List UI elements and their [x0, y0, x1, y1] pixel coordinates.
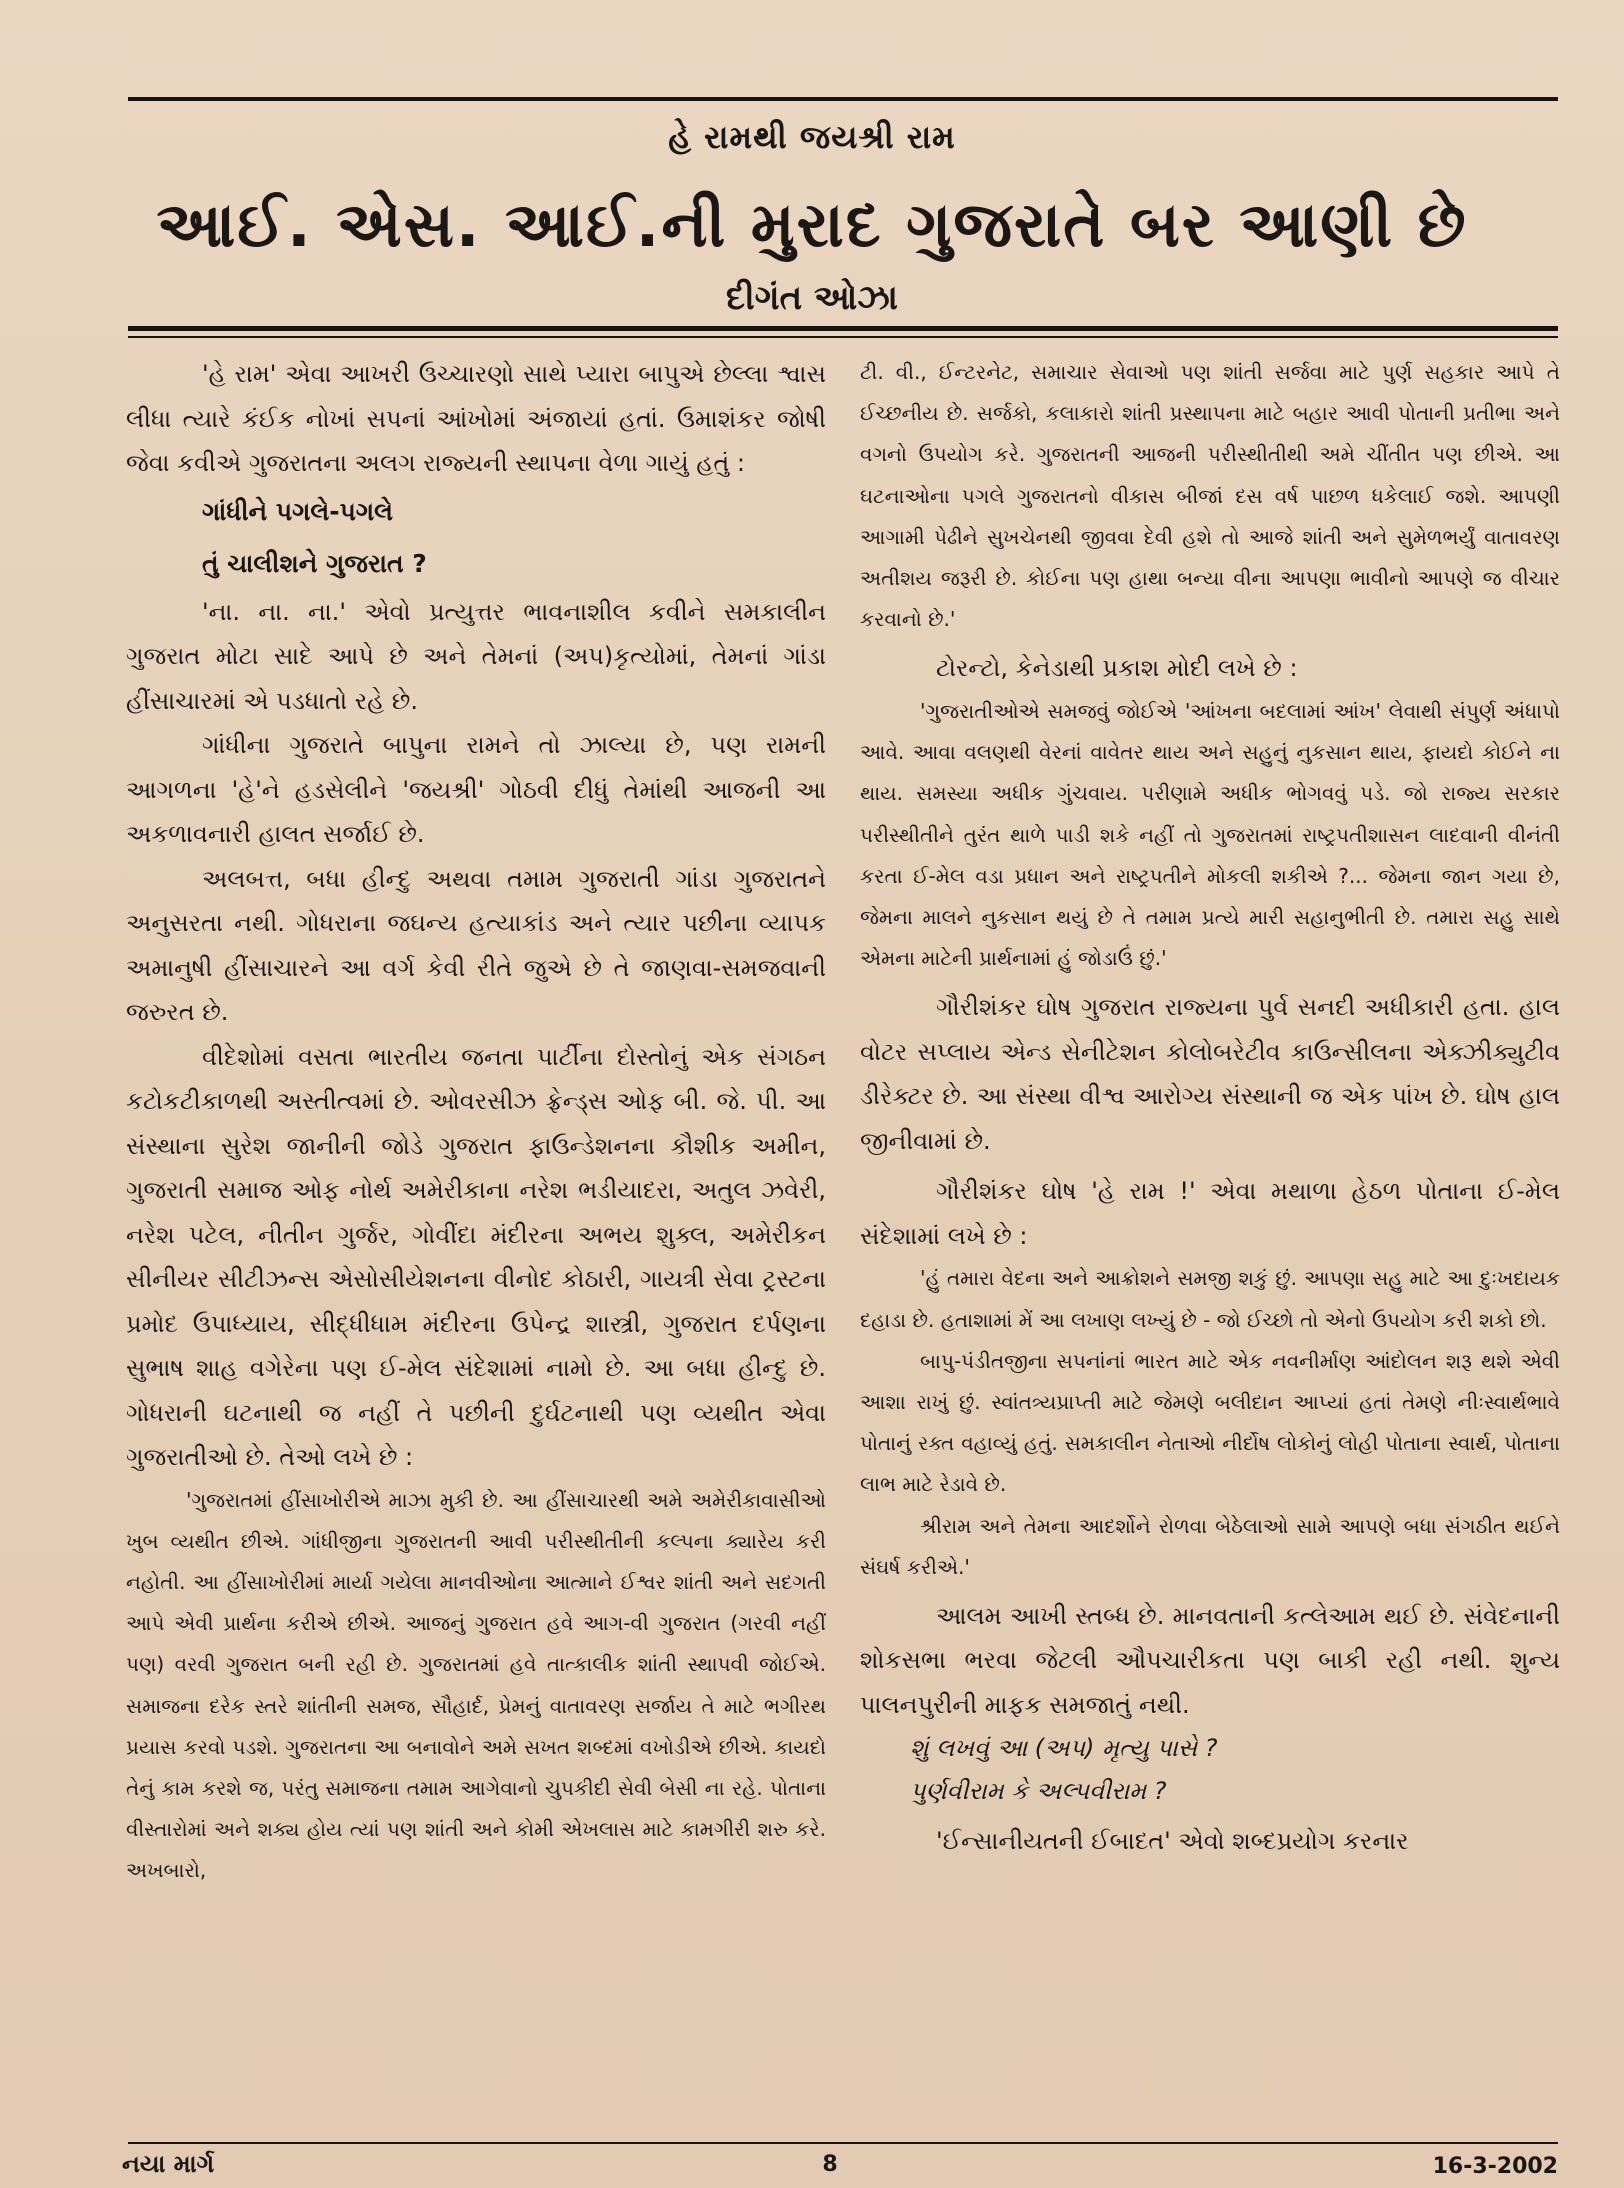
quoted-email-continued: ટી. વી., ઈન્ટરનેટ, સમાચાર સેવાઓ પણ શાંતી સર્જવા માટે પુર્ણ સહકાર આપે તે ઈચ્છનીય છે. સર્જકો, કલાકારો શાંતી પ્રસ્થાપના માટે બહાર આવી પોતાની પ્રતીભા અને વગનો ઉપયોગ કરે. ગુજરાતની આજની પરીસ્થીતીથી અમે ચીંતીત પણ છીએ. આ ઘટનાઓના પગલે ગુજરાતનો વીકાસ બીજાં દસ વર્ષ પાછળ ધકેલાઈ જશે. આપણી આગામી પેઢીને સુખચેનથી જીવવા દેવી હશે તો આજે શાંતી અને સુમેળભર્યું વાતાવરણ અતીશય જરૂરી છે. કોઈના પણ હાથા બન્યા વીના આપણા ભાવીનો આપણે જ વીચાર કરવાનો છે.'	[860, 360, 1560, 632]
page-number: 8	[822, 2152, 838, 2177]
verse-line: શું લખવું આ (અપ) મૃત્યુ પાસે ?	[910, 1734, 1218, 1763]
header-rule-thick	[128, 326, 1558, 331]
verse-line: પુર્ણવીરામ કે અલ્પવીરામ ?	[910, 1777, 1167, 1806]
quoted-email: બાપુ-પંડીતજીના સપનાંનાં ભારત માટે એક નવનીર્માણ આંદોલન શરૂ થશે એવી આશા રાખું છું. સ્વાંતત્ર્યપ્રાપ્તી માટે જેમણે બલીદાન આપ્યાં હતાં તેમણે નીઃસ્વાર્થભાવે પોતાનું રક્ત વહાવ્યું હતું. સમકાલીન નેતાઓ નીર્દોષ લોકોનું લોહી પોતાના સ્વાર્થ, પોતાના લાભ માટે રેડાવે છે.	[860, 1348, 1560, 1497]
article-kicker: હે રામથી જયશ્રી રામ	[668, 118, 956, 156]
quoted-email: 'ગુજરાતમાં હીંસાખોરીએ માઝા મુકી છે. આ હીંસાચારથી અમે અમેરીકાવાસીઓ ખુબ વ્યથીત છીએ. ગાંધીજીના ગુજરાતની આવી પરીસ્થીતીની કલ્પના ક્યારેય કરી નહોતી. આ હીંસાખોરીમાં માર્યા ગયેલા માનવીઓના આત્માને ઈશ્વર શાંતી અને સદગતી આપે એવી પ્રાર્થના કરીએ છીએ. આજનું ગુજરાત હવે આગ-વી ગુજરાત (ગરવી નહીં પણ) વરવી ગુજરાત બની રહી છે. ગુજરાતમાં હવે તાત્કાલીક શાંતી સ્થાપવી જોઈએ. સમાજના દરેક સ્તરે શાંતીની સમજ, સૌહાર્દ, પ્રેમનું વાતાવરણ સર્જાય તે માટે ભગીરથ પ્રયાસ કરવો પડશે. ગુજરાતના આ બનાવોને અમે સખત શબ્દમાં વખોડીએ છીએ. કાયદો તેનું કામ કરશે જ, પરંતુ સમાજના તમામ આગેવાનો ચુપકીદી સેવી બેસી ના રહે. પોતાના વીસ્તારોમાં અને શક્ય હોય ત્યાં પણ શાંતી અને કોમી એખલાસ માટે કામગીરી શરુ કરે. અખબારો,	[126, 1487, 826, 1883]
paragraph: આલમ આખી સ્તબ્ધ છે. માનવતાની કત્લેઆમ થઈ છે. સંવેદનાની શોકસભા ભરવા જેટલી ઔપચારીકતા પણ બાકી રહી નથી. શુન્ય પાલનપુરીની માફક સમજાતું નથી.	[860, 1601, 1560, 1719]
quoted-email: 'ગુજરાતીઓએ સમજવું જોઈએ 'આંખના બદલામાં આંખ' લેવાથી સંપુર્ણ અંધાપો આવે. આવા વલણથી વેરનાં વાવેતર થાય અને સહુનું નુકસાન થાય, ફાયદો કોઈને ના થાય. સમસ્યા અધીક ગુંચવાય. પરીણામે અધીક ભોગવવું પડે. જો રાજ્ય સરકાર પરીસ્થીતીને તુરંત થાળે પાડી શકે નહીં તો ગુજરાતમાં રાષ્ટ્રપતીશાસન લાદવાની વીનંતી કરતા ઈ-મેલ વડા પ્રધાન અને રાષ્ટ્રપતીને મોકલી શકીએ ?... જેમના જાન ગયા છે, જેમના માલને નુકસાન થયું છે તે તમામ પ્રત્યે મારી સહાનુભીતી છે. તમારા સહુ સાથે એમના માટેની પ્રાર્થનામાં હું જોડાઉં છું.'	[860, 698, 1560, 971]
paragraph: વીદેશોમાં વસતા ભારતીય જનતા પાર્ટીના દોસ્તોનું એક સંગઠન કટોકટીકાળથી અસ્તીત્વમાં છે. ઓવરસીઝ ફ્રેન્ડ્સ ઓફ બી. જે. પી. આ સંસ્થાના સુરેશ જાનીની જોડે ગુજરાત ફાઉન્ડેશનના કૌશીક અમીન, ગુજરાતી સમાજ ઓફ નોર્થ અમેરીકાના નરેશ ભડીયાદરા, અતુલ ઝવેરી, નરેશ પટેલ, નીતીન ગુર્જર, ગોવીંદા મંદીરના અભય શુક્લ, અમેરીકન સીનીયર સીટીઝન્સ એસોસીયેશનના વીનોદ કોઠારી, ગાયત્રી સેવા ટ્રસ્ટના પ્રમોદ ઉપાધ્યાય, સીદ્ધીધામ મંદીરના ઉપેન્દ્ર શાસ્ત્રી, ગુજરાત દર્પણના સુભાષ શાહ વગેરેના પણ ઈ-મેલ સંદેશામાં નામો છે. આ બધા હીન્દુ છે. ગોધરાની ઘટનાથી જ નહીં તે પછીની દુર્ઘટનાથી પણ વ્યથીત એવા ગુજરાતીઓ છે. તેઓ લખે છે :	[126, 1042, 826, 1471]
magazine-name: નયા માર્ગ	[122, 2150, 215, 2178]
header-rule-thin	[128, 336, 1558, 338]
verse-line: ગાંધીને પગલે-પગલે	[202, 496, 393, 526]
quoted-email: 'હું તમારા વેદના અને આક્રોશને સમજી શકું છું. આપણા સહુ માટે આ દુઃખદાયક દહાડા છે. હતાશામાં મેં આ લખાણ લખ્યું છે - જો ઈચ્છો તો એનો ઉપયોગ કરી શકો છો.	[860, 1266, 1560, 1332]
right-column	[860, 352, 1560, 1864]
paragraph: 'ઈન્સાનીયતની ઈબાદત' એવો શબ્દપ્રયોગ કરનાર	[936, 1827, 1409, 1856]
paragraph: ગૌરીશંકર ઘોષ ગુજરાત રાજ્યના પુર્વ સનદી અધીકારી હતા. હાલ વોટર સપ્લાય એન્ડ સેનીટેશન કોલોબરેટીવ કાઉન્સીલના એક્ઝીક્યુટીવ ડીરેક્ટર છે. આ સંસ્થા વીશ્વ આરોગ્ય સંસ્થાની જ એક પાંખ છે. ઘોષ હાલ જીનીવામાં છે.	[860, 993, 1560, 1155]
verse-line: તું ચાલીશને ગુજરાત ?	[202, 548, 427, 578]
paragraph: ટોરન્ટો, કેનેડાથી પ્રકાશ મોદી લખે છે :	[936, 654, 1298, 683]
footer-rule	[128, 2142, 1558, 2144]
paragraph: અલબત્ત, બધા હીન્દુ અથવા તમામ ગુજરાતી ગાંડા ગુજરાતને અનુસરતા નથી. ગોધરાના જઘન્ય હત્યાકાંડ અને ત્યાર પછીના વ્યાપક અમાનુષી હીંસાચારને આ વર્ગ કેવી રીતે જુએ છે તે જાણવા-સમજવાની જરુરત છે.	[126, 864, 826, 1026]
paragraph: 'ના. ના. ના.' એવો પ્રત્યુત્તર ભાવનાશીલ કવીને સમકાલીન ગુજરાત મોટા સાદે આપે છે અને તેમનાં (અપ)કૃત્યોમાં, તેમનાં ગાંડા હીંસાચારમાં એ પડધાતો રહે છે.	[126, 597, 826, 715]
issue-date: 16-3-2002	[1432, 2154, 1558, 2179]
paragraph: 'હે રામ' એવા આખરી ઉચ્ચારણો સાથે પ્યારા બાપુએ છેલ્લા શ્વાસ લીધા ત્યારે કંઈક નોખાં સપનાં આંખોમાં અંજાયાં હતાં. ઉમાશંકર જોષી જેવા કવીએ ગુજરાતના અલગ રાજ્યની સ્થાપના વેળા ગાયું હતું :	[126, 360, 826, 477]
paragraph: ગૌરીશંકર ઘોષ 'હે રામ !' એવા મથાળા હેઠળ પોતાના ઈ-મેલ સંદેશામાં લખે છે :	[860, 1177, 1560, 1250]
quoted-email: શ્રીરામ અને તેમના આદર્શોને રોળવા બેઠેલાઓ સામે આપણે બધા સંગઠીત થઈને સંઘર્ષ કરીએ.'	[860, 1513, 1560, 1579]
left-column	[126, 352, 826, 1892]
top-rule	[128, 97, 1558, 101]
article-author: દીગંત ઓઝા	[726, 278, 898, 318]
paragraph: ગાંધીના ગુજરાતે બાપુના રામને તો ઝાલ્યા છે, પણ રામની આગળના 'હે'ને હડસેલીને 'જયશ્રી' ગોઠવી દીધું તેમાંથી આજની આ અકળાવનારી હાલત સર્જાઈ છે.	[126, 731, 826, 848]
article-headline: આઈ. એસ. આઈ.ની મુરાદ ગુજરાતે બર આણી છે	[156, 188, 1468, 261]
